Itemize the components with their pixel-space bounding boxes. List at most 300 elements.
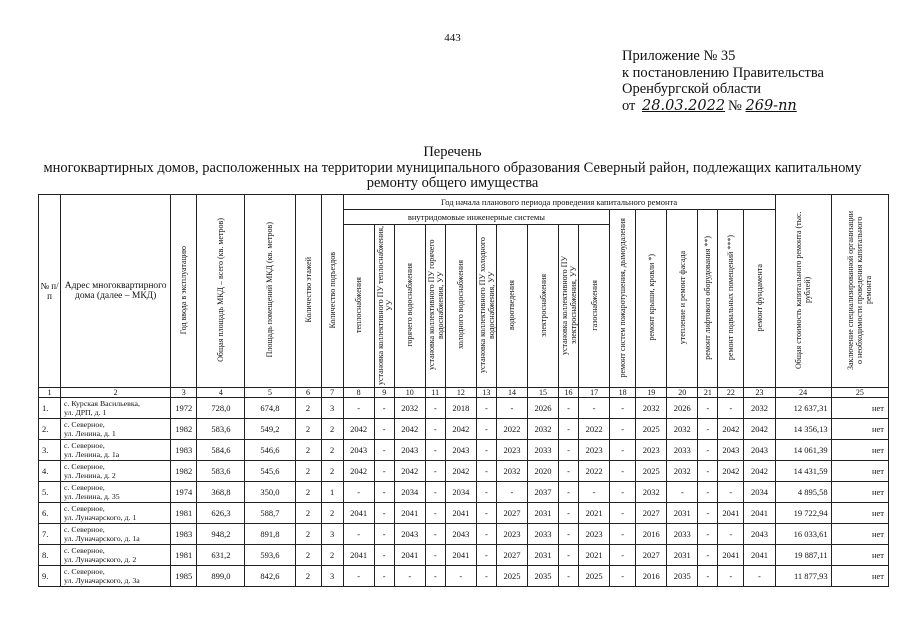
row-cell: 2032 (636, 398, 667, 419)
row-cell: - (425, 566, 445, 587)
row-cell: 2033 (667, 524, 698, 545)
row-cell: - (374, 440, 394, 461)
row-cell: 2027 (636, 545, 667, 566)
row-cell: - (476, 482, 496, 503)
row-cell: 2027 (496, 503, 527, 524)
row-cell: 19 887,11 (775, 545, 831, 566)
row-cell: 3 (321, 524, 343, 545)
row-cell: - (559, 503, 579, 524)
row-cell: - (718, 398, 744, 419)
column-number: 20 (667, 388, 698, 398)
row-cell: 549,2 (245, 419, 295, 440)
row-cell: 1 (321, 482, 343, 503)
table-row (39, 545, 889, 566)
row-cell: 2042 (718, 461, 744, 482)
row-cell: - (343, 566, 374, 587)
row-cell: 2032 (394, 398, 425, 419)
table-row (39, 461, 889, 482)
header-heating: теплоснабжения (343, 225, 374, 388)
header-number: № п/п (39, 195, 61, 388)
row-cell: 2023 (496, 440, 527, 461)
header-year: Год ввода в эксплуатацию (171, 195, 197, 388)
column-number-row (39, 388, 889, 398)
row-number: 5. (39, 482, 61, 503)
row-cell: 2041 (394, 545, 425, 566)
row-cell: 2043 (394, 440, 425, 461)
row-cell: - (698, 482, 718, 503)
row-cell: - (374, 398, 394, 419)
column-number: 17 (579, 388, 610, 398)
row-cell: 593,6 (245, 545, 295, 566)
row-cell: 368,8 (197, 482, 245, 503)
address-line-2: ул. Луначарского, д. 3а (64, 576, 140, 585)
column-number: 22 (718, 388, 744, 398)
row-cell: 2016 (636, 566, 667, 587)
header-elevator: ремонт лифтового оборудования **) (698, 210, 718, 388)
row-cell: 14 061,39 (775, 440, 831, 461)
row-cell: - (374, 503, 394, 524)
row-cell: 626,3 (197, 503, 245, 524)
header-floors: Количество этажей (295, 195, 321, 388)
row-cell: 2016 (636, 524, 667, 545)
annex-line-2: к постановлению Правительства (622, 64, 824, 81)
row-cell: - (425, 419, 445, 440)
header-total-area: Общая площадь МКД – всего (кв. метров) (197, 195, 245, 388)
row-cell: - (343, 398, 374, 419)
row-cell: 1981 (171, 503, 197, 524)
row-cell: 350,0 (245, 482, 295, 503)
header-gas: газоснабжения (579, 225, 610, 388)
row-cell: 2 (295, 524, 321, 545)
row-cell: 2034 (744, 482, 775, 503)
row-cell: 546,6 (245, 440, 295, 461)
address-line-2: ул. Ленина, д. 1а (64, 450, 120, 459)
row-cell: - (476, 566, 496, 587)
row-cell: 2031 (667, 503, 698, 524)
row-cell: - (744, 566, 775, 587)
row-cell: 2043 (744, 524, 775, 545)
row-cell: - (718, 524, 744, 545)
row-cell: 674,8 (245, 398, 295, 419)
address-line-1: с. Северное, (64, 462, 105, 471)
row-cell: - (425, 440, 445, 461)
address-line-2: ул. Луначарского, д. 1 (64, 513, 137, 522)
column-number: 24 (775, 388, 831, 398)
row-cell: 2 (295, 398, 321, 419)
column-number: 15 (527, 388, 558, 398)
row-cell: 2025 (579, 566, 610, 587)
row-cell: - (698, 566, 718, 587)
row-cell: 2043 (718, 440, 744, 461)
row-cell: 2023 (496, 524, 527, 545)
row-cell: 728,0 (197, 398, 245, 419)
row-cell: 631,2 (197, 545, 245, 566)
row-cell: 899,0 (197, 566, 245, 587)
annex-line-3: Оренбургской области (622, 81, 762, 97)
address-line-1: с. Северное, (64, 567, 105, 576)
address-line-1: с. Северное, (64, 525, 105, 534)
row-cell: 2022 (496, 419, 527, 440)
row-cell: 2032 (667, 461, 698, 482)
row-cell: 2037 (527, 482, 558, 503)
header-engineering: внутридомовые инженерные системы (343, 210, 610, 225)
row-cell: 2041 (744, 503, 775, 524)
row-cell: 2026 (667, 398, 698, 419)
row-cell: 2 (295, 440, 321, 461)
row-number: 1. (39, 398, 61, 419)
row-cell: 2041 (718, 503, 744, 524)
row-cell: - (559, 482, 579, 503)
address-line-1: с. Северное, (64, 441, 105, 450)
row-cell: 2 (321, 461, 343, 482)
handwritten-date: 28.03.2022 (642, 97, 726, 114)
row-number: 8. (39, 545, 61, 566)
row-cell: 2033 (527, 524, 558, 545)
table-row (39, 503, 889, 524)
header-fire-systems: ремонт систем пожаротушения, дымоудаления (610, 210, 636, 388)
row-cell: 1982 (171, 461, 197, 482)
row-cell: 2043 (343, 440, 374, 461)
row-cell: 19 722,94 (775, 503, 831, 524)
header-address: Адрес многоквартирного дома (далее – МКД) (61, 195, 171, 388)
row-cell: - (610, 566, 636, 587)
row-cell: 2021 (579, 545, 610, 566)
row-cell: - (698, 419, 718, 440)
row-number: 3. (39, 440, 61, 461)
row-cell: - (476, 419, 496, 440)
row-cell: - (394, 566, 425, 587)
row-cell: 2041 (445, 545, 476, 566)
row-number: 6. (39, 503, 61, 524)
row-cell: 2 (295, 566, 321, 587)
row-cell: - (343, 524, 374, 545)
row-cell: 4 895,58 (775, 482, 831, 503)
row-cell: - (698, 524, 718, 545)
header-plan-period: Год начала планового периода проведения капитального ремонта (343, 195, 775, 210)
table-row (39, 419, 889, 440)
row-cell: 948,2 (197, 524, 245, 545)
row-cell: 891,8 (245, 524, 295, 545)
row-cell: - (579, 398, 610, 419)
row-number: 4. (39, 461, 61, 482)
column-number: 9 (374, 388, 394, 398)
row-cell: 3 (321, 566, 343, 587)
row-cell: 2035 (527, 566, 558, 587)
row-cell: 583,6 (197, 461, 245, 482)
header-conclusion: Заключение специализированной организации о необходимости проведения капитального ремонта (831, 195, 888, 388)
address-line-2: ул. ДРП, д. 1 (64, 408, 107, 417)
row-cell: 2043 (394, 524, 425, 545)
row-cell: 2042 (445, 419, 476, 440)
row-cell: 2041 (445, 503, 476, 524)
row-cell: - (425, 482, 445, 503)
row-cell: 2031 (527, 545, 558, 566)
row-cell: 588,7 (245, 503, 295, 524)
row-cell: 2026 (527, 398, 558, 419)
handwritten-number: 269-пп (745, 97, 797, 114)
table-row (39, 440, 889, 461)
column-number: 8 (343, 388, 374, 398)
column-number: 25 (831, 388, 888, 398)
row-cell: - (374, 524, 394, 545)
address-line-1: с. Северное, (64, 420, 105, 429)
header-foundation: ремонт фундамента (744, 210, 775, 388)
row-cell: 1985 (171, 566, 197, 587)
row-cell: 2032 (667, 419, 698, 440)
row-cell: - (425, 503, 445, 524)
repair-list-table (38, 194, 889, 587)
column-number: 21 (698, 388, 718, 398)
column-number: 10 (394, 388, 425, 398)
table-row (39, 566, 889, 587)
row-cell: 2 (321, 419, 343, 440)
row-cell: - (718, 482, 744, 503)
row-cell: 2043 (445, 440, 476, 461)
row-cell: 2 (295, 461, 321, 482)
row-cell: - (698, 398, 718, 419)
column-number: 23 (744, 388, 775, 398)
row-cell: 2041 (718, 545, 744, 566)
row-number: 7. (39, 524, 61, 545)
row-cell: 2032 (527, 419, 558, 440)
row-cell: - (698, 503, 718, 524)
column-number: 3 (171, 388, 197, 398)
column-number: 6 (295, 388, 321, 398)
row-cell: - (374, 482, 394, 503)
row-cell: 584,6 (197, 440, 245, 461)
column-number: 4 (197, 388, 245, 398)
row-cell: 2034 (394, 482, 425, 503)
row-cell: - (476, 398, 496, 419)
row-cell: 2 (321, 503, 343, 524)
row-cell: - (610, 461, 636, 482)
row-cell: 2041 (394, 503, 425, 524)
row-cell: - (559, 440, 579, 461)
header-drainage: водоотведения (496, 225, 527, 388)
row-cell: 2022 (579, 419, 610, 440)
column-number: 19 (636, 388, 667, 398)
row-cell: - (476, 461, 496, 482)
row-cell: - (476, 545, 496, 566)
row-cell: 2 (295, 419, 321, 440)
row-cell: нет (831, 482, 888, 503)
header-cold-meter: установка коллективного ПУ холодного водоснабжения, УУ (476, 225, 496, 388)
row-cell: 1982 (171, 419, 197, 440)
row-cell: 2042 (394, 461, 425, 482)
column-number: 2 (61, 388, 171, 398)
row-cell: нет (831, 503, 888, 524)
row-cell: 2042 (394, 419, 425, 440)
row-cell: - (559, 524, 579, 545)
row-address (61, 398, 171, 419)
row-cell: 2035 (667, 566, 698, 587)
row-cell: 2021 (579, 503, 610, 524)
row-cell: - (374, 545, 394, 566)
row-cell: 11 877,93 (775, 566, 831, 587)
row-number: 2. (39, 419, 61, 440)
row-cell: 2031 (667, 545, 698, 566)
row-address (61, 545, 171, 566)
page-number: 443 (444, 32, 461, 44)
header-electric: электроснабжения (527, 225, 558, 388)
row-cell: 842,6 (245, 566, 295, 587)
row-cell: нет (831, 524, 888, 545)
row-cell: 2031 (527, 503, 558, 524)
row-cell: 2042 (744, 419, 775, 440)
row-cell: - (425, 524, 445, 545)
row-cell: 2025 (496, 566, 527, 587)
row-cell: - (579, 482, 610, 503)
header-heat-meter: установка коллективного ПУ теплоснабжения, УУ (374, 225, 394, 388)
row-address (61, 440, 171, 461)
row-cell: - (496, 482, 527, 503)
row-cell: 2033 (667, 440, 698, 461)
row-cell: 2042 (343, 461, 374, 482)
table-row (39, 482, 889, 503)
table-row (39, 398, 889, 419)
row-cell: - (610, 419, 636, 440)
row-cell: 2041 (744, 545, 775, 566)
number-sign: № (728, 97, 742, 114)
row-cell: 2042 (744, 461, 775, 482)
row-cell: 2023 (636, 440, 667, 461)
row-cell: - (559, 461, 579, 482)
row-cell: 1983 (171, 440, 197, 461)
header-premises-area: Площадь помещений МКД (кв. метров) (245, 195, 295, 388)
row-cell: 2023 (579, 440, 610, 461)
row-cell: - (559, 566, 579, 587)
row-cell: - (667, 482, 698, 503)
address-line-2: ул. Ленина, д. 2 (64, 471, 116, 480)
header-roof: ремонт крыши, кровли *) (636, 210, 667, 388)
row-cell: - (559, 398, 579, 419)
row-number: 9. (39, 566, 61, 587)
row-cell: 2020 (527, 461, 558, 482)
row-address (61, 503, 171, 524)
row-cell: 14 431,59 (775, 461, 831, 482)
row-cell: 14 356,13 (775, 419, 831, 440)
row-cell: нет (831, 461, 888, 482)
row-address (61, 482, 171, 503)
header-electric-meter: установка коллективного ПУ электроснабжения, УУ (559, 225, 579, 388)
row-cell: 2025 (636, 419, 667, 440)
column-number: 5 (245, 388, 295, 398)
header-total-cost: Общая стоимость капитального ремонта (тыс. рублей) (775, 195, 831, 388)
row-cell: 2032 (744, 398, 775, 419)
row-cell: - (610, 503, 636, 524)
title-subheading: многоквартирных домов, расположенных на территории муниципального образования Северный район, подлежащих капитальному ремонту общего имущества (43, 159, 862, 191)
row-cell: - (445, 566, 476, 587)
row-cell: 2025 (636, 461, 667, 482)
row-cell: - (425, 461, 445, 482)
row-cell: нет (831, 440, 888, 461)
row-cell: - (374, 461, 394, 482)
row-cell: 2027 (496, 545, 527, 566)
header-hot-meter: установка коллективного ПУ горячего водоснабжения, УУ (425, 225, 445, 388)
header-entrances: Количество подъездов (321, 195, 343, 388)
row-cell: 2 (295, 482, 321, 503)
row-address (61, 419, 171, 440)
row-address (61, 461, 171, 482)
address-line-1: с. Северное, (64, 504, 105, 513)
row-cell: 2041 (343, 545, 374, 566)
row-cell: - (610, 545, 636, 566)
row-address (61, 566, 171, 587)
row-cell: 2 (321, 545, 343, 566)
row-cell: - (425, 545, 445, 566)
row-cell: 2032 (636, 482, 667, 503)
row-cell: 2033 (527, 440, 558, 461)
row-cell: - (698, 545, 718, 566)
title-heading: Перечень (423, 144, 482, 160)
row-cell: - (559, 545, 579, 566)
row-cell: - (425, 398, 445, 419)
row-cell: - (698, 461, 718, 482)
column-number: 16 (559, 388, 579, 398)
row-cell: 2 (295, 545, 321, 566)
header-facade: утепление и ремонт фасада (667, 210, 698, 388)
annex-date-line (622, 98, 824, 115)
column-number: 1 (39, 388, 61, 398)
column-number: 14 (496, 388, 527, 398)
row-cell: 2042 (718, 419, 744, 440)
row-cell: 2027 (636, 503, 667, 524)
row-cell: - (698, 440, 718, 461)
row-cell: 2018 (445, 398, 476, 419)
column-number: 7 (321, 388, 343, 398)
header-cold-water: холодного водоснабжения (445, 225, 476, 388)
row-cell: 12 637,31 (775, 398, 831, 419)
row-cell: нет (831, 545, 888, 566)
row-cell: 1974 (171, 482, 197, 503)
header-basement: ремонт подвальных помещений ***) (718, 210, 744, 388)
header-hot-water: горячего водоснабжения (394, 225, 425, 388)
row-cell: - (610, 398, 636, 419)
address-line-2: ул. Луначарского, д. 2 (64, 555, 137, 564)
row-address (61, 524, 171, 545)
row-cell: 1981 (171, 545, 197, 566)
row-cell: нет (831, 566, 888, 587)
row-cell: 2043 (744, 440, 775, 461)
row-cell: - (559, 419, 579, 440)
address-line-2: ул. Луначарского, д. 1а (64, 534, 140, 543)
row-cell: 545,6 (245, 461, 295, 482)
address-line-2: ул. Ленина, д. 35 (64, 492, 120, 501)
row-cell: нет (831, 419, 888, 440)
row-cell: 1983 (171, 524, 197, 545)
row-cell: - (343, 482, 374, 503)
row-cell: 2041 (343, 503, 374, 524)
row-cell: 2042 (445, 461, 476, 482)
table-row (39, 524, 889, 545)
row-cell: 2042 (343, 419, 374, 440)
row-cell: - (374, 419, 394, 440)
column-number: 13 (476, 388, 496, 398)
annex-title: Приложение № 35 (622, 48, 736, 64)
row-cell: нет (831, 398, 888, 419)
row-cell: - (374, 566, 394, 587)
row-cell: 2034 (445, 482, 476, 503)
row-cell: - (610, 482, 636, 503)
row-cell: - (610, 440, 636, 461)
row-cell: - (476, 503, 496, 524)
row-cell: 3 (321, 398, 343, 419)
row-cell: 2043 (445, 524, 476, 545)
row-cell: 2022 (579, 461, 610, 482)
row-cell: 2023 (579, 524, 610, 545)
row-cell: 16 033,61 (775, 524, 831, 545)
date-prefix: от (622, 97, 636, 114)
